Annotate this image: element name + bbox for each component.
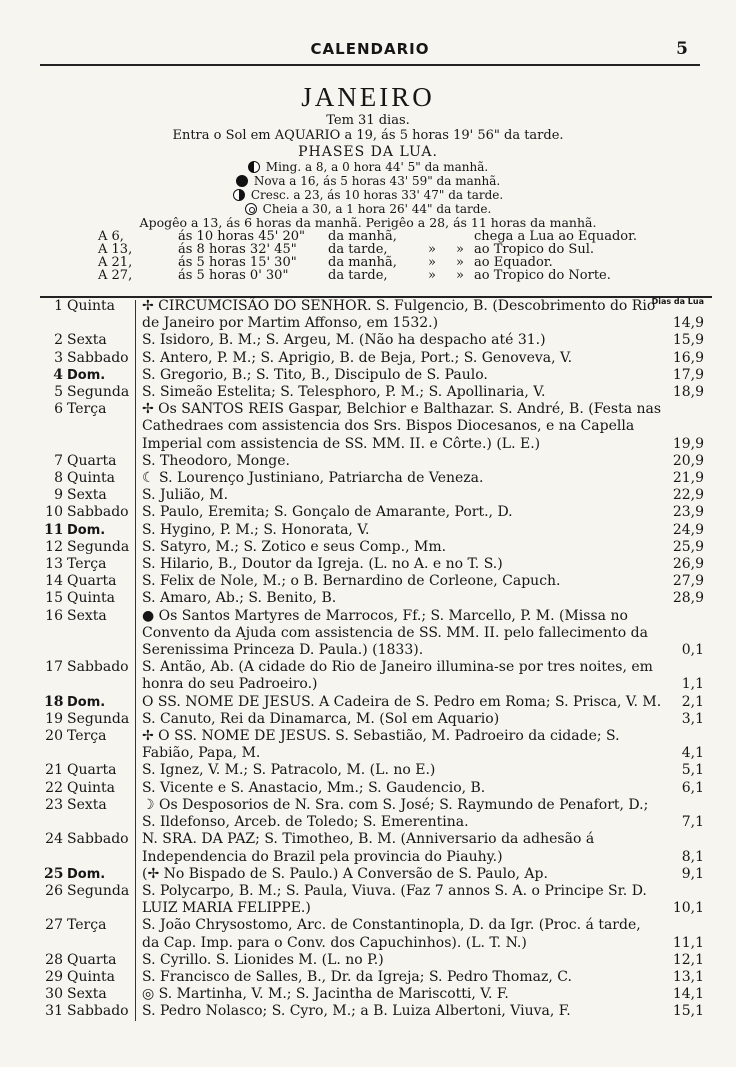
day-number: 4 — [53, 366, 63, 383]
day-label — [40, 504, 136, 521]
moon-age-header: Dias da Lua — [651, 297, 704, 306]
weekday: Sabbado — [67, 504, 129, 521]
day-row — [40, 883, 712, 917]
day-label — [40, 780, 136, 797]
phase-text: Cresc. a 23, ás 10 horas 33' 47" da tarde. — [250, 188, 504, 202]
day-label — [40, 986, 136, 1003]
moon-age: 3,1 — [681, 710, 704, 727]
day-number: 20 — [45, 728, 63, 745]
day-number: 18 — [44, 693, 64, 710]
calendar-rows — [40, 298, 712, 1021]
day-number: 5 — [54, 384, 63, 401]
day-row — [40, 762, 712, 779]
waxing-moon-icon — [233, 189, 245, 201]
day-label — [40, 711, 136, 728]
moon-age: 24,9 — [672, 521, 704, 538]
day-entry: ✢ CIRCUMCISÃO DO SENHOR. S. Fulgencio, B. (Descobrimento do Rio de Janeiro por Martim Affonso, em 1532.) — [142, 298, 656, 332]
moon-phases — [40, 160, 696, 216]
day-number: 26 — [45, 882, 63, 899]
declination-cell: chega a Lua ao Equador. — [474, 229, 638, 244]
day-number: 31 — [45, 1003, 63, 1020]
day-label — [40, 659, 136, 693]
phase-row — [40, 202, 696, 216]
declination-cell: ao Tropico do Norte. — [474, 268, 611, 283]
day-entry: S. Felix de Nole, M.; o B. Bernardino de Corleone, Capuch. — [142, 573, 561, 590]
full-moon-icon — [245, 203, 257, 215]
new-moon-icon — [236, 175, 248, 187]
day-label — [40, 453, 136, 470]
day-row — [40, 986, 712, 1003]
moon-age: 1,1 — [681, 676, 704, 693]
declination-cell: ás 5 horas 15' 30" — [178, 255, 297, 270]
weekday: Terça — [67, 401, 107, 418]
moon-age: 22,9 — [672, 487, 704, 504]
day-number: 21 — [45, 762, 63, 779]
moon-age: 15,1 — [672, 1003, 704, 1020]
day-number: 29 — [45, 968, 63, 985]
day-number: 8 — [54, 470, 63, 487]
day-entry: N. SRA. DA PAZ; S. Timotheo, B. M. (Anniversario da adhesão á Independencia do Brazil pela provincia do Piauhy.) — [142, 831, 595, 865]
weekday: Sabbado — [67, 659, 129, 676]
moon-age: 10,1 — [672, 900, 704, 917]
declination-cell: A 21, — [98, 255, 133, 270]
declination-cell: da tarde, — [328, 268, 388, 283]
moon-age: 4,1 — [681, 745, 704, 762]
day-label — [40, 694, 136, 711]
day-label — [40, 522, 136, 539]
column-divider — [135, 300, 136, 1021]
day-label — [40, 608, 136, 660]
calendar-table — [40, 296, 712, 1021]
weekday: Sabbado — [67, 831, 129, 848]
sun-entry: Entra o Sol em AQUARIO a 19, ás 5 horas 19' 56" da tarde. — [172, 128, 564, 143]
day-entry: S. Cyrillo. S. Lionides M. (L. no P.) — [142, 951, 384, 968]
day-row — [40, 969, 712, 986]
day-label — [40, 332, 136, 349]
moon-age: 18,9 — [672, 384, 704, 401]
day-label — [40, 539, 136, 556]
moon-age: 2,1 — [681, 693, 704, 710]
day-row — [40, 780, 712, 797]
day-number: 19 — [45, 710, 63, 727]
day-entry: S. Isidoro, B. M.; S. Argeu, M. (Não ha despacho até 31.) — [142, 332, 546, 349]
weekday: Sexta — [67, 986, 107, 1003]
weekday: Quarta — [67, 951, 117, 968]
weekday: Sabbado — [67, 1003, 129, 1020]
moon-age: 28,9 — [672, 590, 704, 607]
moon-age: 19,9 — [672, 435, 704, 452]
declination-cell: da manhã, — [328, 229, 397, 244]
day-row — [40, 332, 712, 349]
declination-cell: » — [428, 268, 436, 283]
moon-declination-table — [98, 230, 638, 282]
day-label — [40, 728, 136, 762]
day-row — [40, 952, 712, 969]
moon-age: 15,9 — [672, 332, 704, 349]
day-label — [40, 487, 136, 504]
declination-cell: ás 8 horas 32' 45" — [178, 242, 297, 257]
day-entry: S. Julião, M. — [142, 487, 229, 504]
moon-age: 7,1 — [681, 814, 704, 831]
weekday: Segunda — [67, 384, 130, 401]
day-entry: S. Antão, Ab. (A cidade do Rio de Janeiro illumina-se por tres noites, em honra do seu Padroeiro.) — [142, 659, 653, 693]
declination-cell: » — [456, 255, 464, 270]
phase-text: Ming. a 8, a 0 hora 44' 5" da manhã. — [265, 160, 489, 174]
day-number: 14 — [45, 573, 63, 590]
day-label — [40, 1003, 136, 1020]
day-number: 28 — [45, 951, 63, 968]
day-label — [40, 556, 136, 573]
weekday: Sexta — [67, 607, 107, 624]
moon-age: 23,9 — [672, 504, 704, 521]
weekday: Sexta — [67, 332, 107, 349]
day-number: 17 — [45, 659, 63, 676]
day-label — [40, 969, 136, 986]
declination-cell: ás 5 horas 0' 30" — [178, 268, 289, 283]
moon-age: 20,9 — [672, 452, 704, 469]
weekday: Segunda — [67, 882, 130, 899]
day-entry: S. Vicente e S. Anastacio, Mm.; S. Gaudencio, B. — [142, 779, 486, 796]
day-row — [40, 504, 712, 521]
day-label — [40, 797, 136, 831]
day-row — [40, 694, 712, 711]
day-label — [40, 762, 136, 779]
day-number: 15 — [45, 590, 63, 607]
day-row — [40, 298, 712, 332]
declination-cell: ás 10 horas 45' 20" — [178, 229, 305, 244]
moon-age: 21,9 — [672, 470, 704, 487]
day-row — [40, 522, 712, 539]
day-label — [40, 590, 136, 607]
day-number: 22 — [45, 779, 63, 796]
moon-age: 0,1 — [681, 642, 704, 659]
day-number: 1 — [54, 298, 63, 314]
day-entry: S. Polycarpo, B. M.; S. Paula, Viuva. (Faz 7 annos S. A. o Principe Sr. D. LUIZ MARIA FELIPPE.) — [142, 882, 647, 917]
declination-cell: » — [456, 268, 464, 283]
moon-age: 17,9 — [672, 366, 704, 383]
declination-cell: A 6, — [98, 229, 124, 244]
day-entry: S. João Chrysostomo, Arc. de Constantinopla, D. da Igr. (Proc. á tarde, da Cap. Imp. para o Conv. dos Capuchinhos). (L. T. N.) — [142, 917, 641, 951]
month-intro — [40, 80, 696, 282]
day-number: 27 — [45, 917, 63, 934]
moon-age: 27,9 — [672, 573, 704, 590]
day-number: 12 — [45, 538, 63, 555]
moon-age: 12,1 — [672, 951, 704, 968]
day-entry: O SS. NOME DE JESUS. A Cadeira de S. Pedro em Roma; S. Prisca, V. M. — [142, 693, 662, 710]
day-row — [40, 831, 712, 865]
day-number: 10 — [45, 504, 63, 521]
phases-heading: PHASES DA LUA. — [298, 144, 438, 160]
day-entry: S. Antero, P. M.; S. Aprigio, B. de Beja, Port.; S. Genoveva, V. — [142, 349, 573, 366]
day-row — [40, 590, 712, 607]
day-entry: ✢ Os SANTOS REIS Gaspar, Belchior e Balthazar. S. André, B. (Festa nas Cathedraes com assistencia dos Srs. Bispos Diocesanos, e na Capella Imperial com assistencia de SS. MM. II. e Côrte.) (L. E.) — [142, 401, 662, 452]
declination-cell: » — [456, 242, 464, 257]
phase-row — [40, 160, 696, 174]
moon-age: 25,9 — [672, 538, 704, 555]
weekday: Segunda — [67, 710, 130, 727]
day-row — [40, 659, 712, 693]
day-label — [40, 883, 136, 917]
moon-age: 13,1 — [672, 968, 704, 985]
day-row — [40, 1003, 712, 1020]
day-entry: S. Hilario, B., Doutor da Igreja. (L. no A. e no T. S.) — [142, 556, 503, 573]
moon-age: 8,1 — [681, 848, 704, 865]
day-number: 13 — [45, 556, 63, 573]
moon-age: 6,1 — [681, 779, 704, 796]
declination-cell: ao Equador. — [474, 255, 553, 270]
phase-text: Nova a 16, ás 5 horas 43' 59" da manhã. — [253, 174, 501, 188]
day-number: 11 — [44, 521, 64, 538]
declination-cell: A 13, — [98, 242, 133, 257]
month-title: JANEIRO — [301, 82, 435, 112]
weekday: Quarta — [67, 573, 117, 590]
day-entry: S. Theodoro, Monge. — [142, 452, 290, 469]
day-number: 30 — [45, 986, 63, 1003]
weekday: Segunda — [67, 538, 130, 555]
day-entry: ● Os Santos Martyres de Marrocos, Ff.; S. Marcello, P. M. (Missa no Convento da Ajuda com assistencia de SS. MM. II. pelo fallecimento da Serenissima Princeza D. Paula.) (1833). — [142, 607, 648, 659]
day-entry: S. Simeão Estelita; S. Telesphoro, P. M.; S. Apollinaria, V. — [142, 384, 546, 401]
day-label — [40, 831, 136, 865]
day-row — [40, 384, 712, 401]
day-label — [40, 350, 136, 367]
weekday: Terça — [67, 556, 107, 573]
day-row — [40, 917, 712, 951]
weekday: Dom. — [67, 522, 106, 538]
day-number: 2 — [54, 332, 63, 349]
waning-moon-icon — [248, 161, 260, 173]
page-number: 5 — [676, 39, 688, 59]
day-entry: S. Amaro, Ab.; S. Benito, B. — [142, 590, 337, 607]
day-entry: ◎ S. Martinha, V. M.; S. Jacintha de Mariscotti, V. F. — [142, 986, 509, 1003]
declination-row — [98, 269, 638, 282]
weekday: Dom. — [67, 694, 106, 710]
moon-age: 26,9 — [672, 556, 704, 573]
phase-row — [40, 188, 696, 202]
weekday: Quinta — [67, 590, 115, 607]
day-row — [40, 866, 712, 883]
moon-age: 5,1 — [681, 762, 704, 779]
day-entry: ✢ O SS. NOME DE JESUS. S. Sebastião, M. Padroeiro da cidade; S. Fabião, Papa, M. — [142, 728, 620, 762]
weekday: Sabbado — [67, 349, 129, 366]
day-label — [40, 866, 136, 883]
declination-cell: A 27, — [98, 268, 133, 283]
day-label — [40, 573, 136, 590]
day-number: 7 — [54, 452, 63, 469]
day-number: 3 — [54, 349, 63, 366]
day-row — [40, 556, 712, 573]
day-row — [40, 401, 712, 453]
day-label — [40, 917, 136, 951]
weekday: Quarta — [67, 452, 117, 469]
day-entry: S. Hygino, P. M.; S. Honorata, V. — [142, 521, 370, 538]
day-number: 24 — [45, 831, 63, 848]
weekday: Dom. — [67, 866, 106, 882]
day-entry: (✢ No Bispado de S. Paulo.) A Conversão de S. Paulo, Ap. — [142, 865, 548, 882]
phase-text: Cheia a 30, a 1 hora 26' 44" da tarde. — [262, 202, 492, 216]
day-label — [40, 367, 136, 384]
day-row — [40, 470, 712, 487]
day-entry: S. Gregorio, B.; S. Tito, B., Discipulo de S. Paulo. — [142, 366, 488, 383]
day-row — [40, 539, 712, 556]
day-entry: S. Francisco de Salles, B., Dr. da Igreja; S. Pedro Thomaz, C. — [142, 968, 572, 985]
day-row — [40, 711, 712, 728]
day-entry: ☽ Os Desposorios de N. Sra. com S. José; S. Raymundo de Penafort, D.; S. Ildefonso, Arceb. de Toledo; S. Emerentina. — [142, 796, 649, 831]
declination-cell: » — [428, 255, 436, 270]
day-entry: S. Satyro, M.; S. Zotico e seus Comp., Mm. — [142, 538, 447, 555]
day-row — [40, 367, 712, 384]
apogee-perigee: Apogêo a 13, ás 6 horas da manhã. Perigêo a 28, ás 11 horas da manhã. — [139, 215, 597, 230]
weekday: Dom. — [67, 367, 106, 383]
weekday: Quinta — [67, 470, 115, 487]
weekday: Quinta — [67, 298, 115, 314]
day-row — [40, 728, 712, 762]
weekday: Sexta — [67, 487, 107, 504]
day-entry: S. Pedro Nolasco; S. Cyro, M.; a B. Luiza Albertoni, Viuva, F. — [142, 1003, 571, 1020]
day-row — [40, 453, 712, 470]
day-label — [40, 384, 136, 401]
day-label — [40, 298, 136, 332]
declination-cell: » — [428, 242, 436, 257]
running-title: CALENDARIO — [310, 40, 430, 58]
weekday: Quarta — [67, 762, 117, 779]
declination-cell: da tarde, — [328, 242, 388, 257]
day-label — [40, 952, 136, 969]
page-header — [40, 38, 700, 66]
day-number: 6 — [54, 401, 63, 418]
declination-cell: ao Tropico do Sul. — [474, 242, 594, 257]
moon-age: 14,9 — [672, 315, 704, 332]
day-row — [40, 350, 712, 367]
day-entry: S. Ignez, V. M.; S. Patracolo, M. (L. no E.) — [142, 762, 436, 779]
weekday: Quinta — [67, 968, 115, 985]
phase-row — [40, 174, 696, 188]
weekday: Terça — [67, 728, 107, 745]
day-entry: S. Canuto, Rei da Dinamarca, M. (Sol em Aquario) — [142, 710, 500, 727]
day-number: 25 — [44, 865, 64, 882]
weekday: Quinta — [67, 779, 115, 796]
moon-age: 16,9 — [672, 349, 704, 366]
day-row — [40, 608, 712, 660]
day-label — [40, 401, 136, 453]
day-row — [40, 797, 712, 831]
day-label — [40, 470, 136, 487]
days-count: Tem 31 dias. — [326, 113, 410, 128]
day-row — [40, 573, 712, 590]
day-entry: S. Paulo, Eremita; S. Gonçalo de Amarante, Port., D. — [142, 504, 513, 521]
weekday: Terça — [67, 917, 107, 934]
moon-age: 14,1 — [672, 986, 704, 1003]
day-number: 23 — [45, 796, 63, 813]
day-entry: ☾ S. Lourenço Justiniano, Patriarcha de Veneza. — [142, 470, 484, 487]
moon-age: 11,1 — [672, 934, 704, 951]
day-number: 9 — [54, 487, 63, 504]
weekday: Sexta — [67, 796, 107, 813]
declination-cell: da manhã, — [328, 255, 397, 270]
day-number: 16 — [45, 607, 63, 624]
moon-age: 9,1 — [681, 865, 704, 882]
day-row — [40, 487, 712, 504]
